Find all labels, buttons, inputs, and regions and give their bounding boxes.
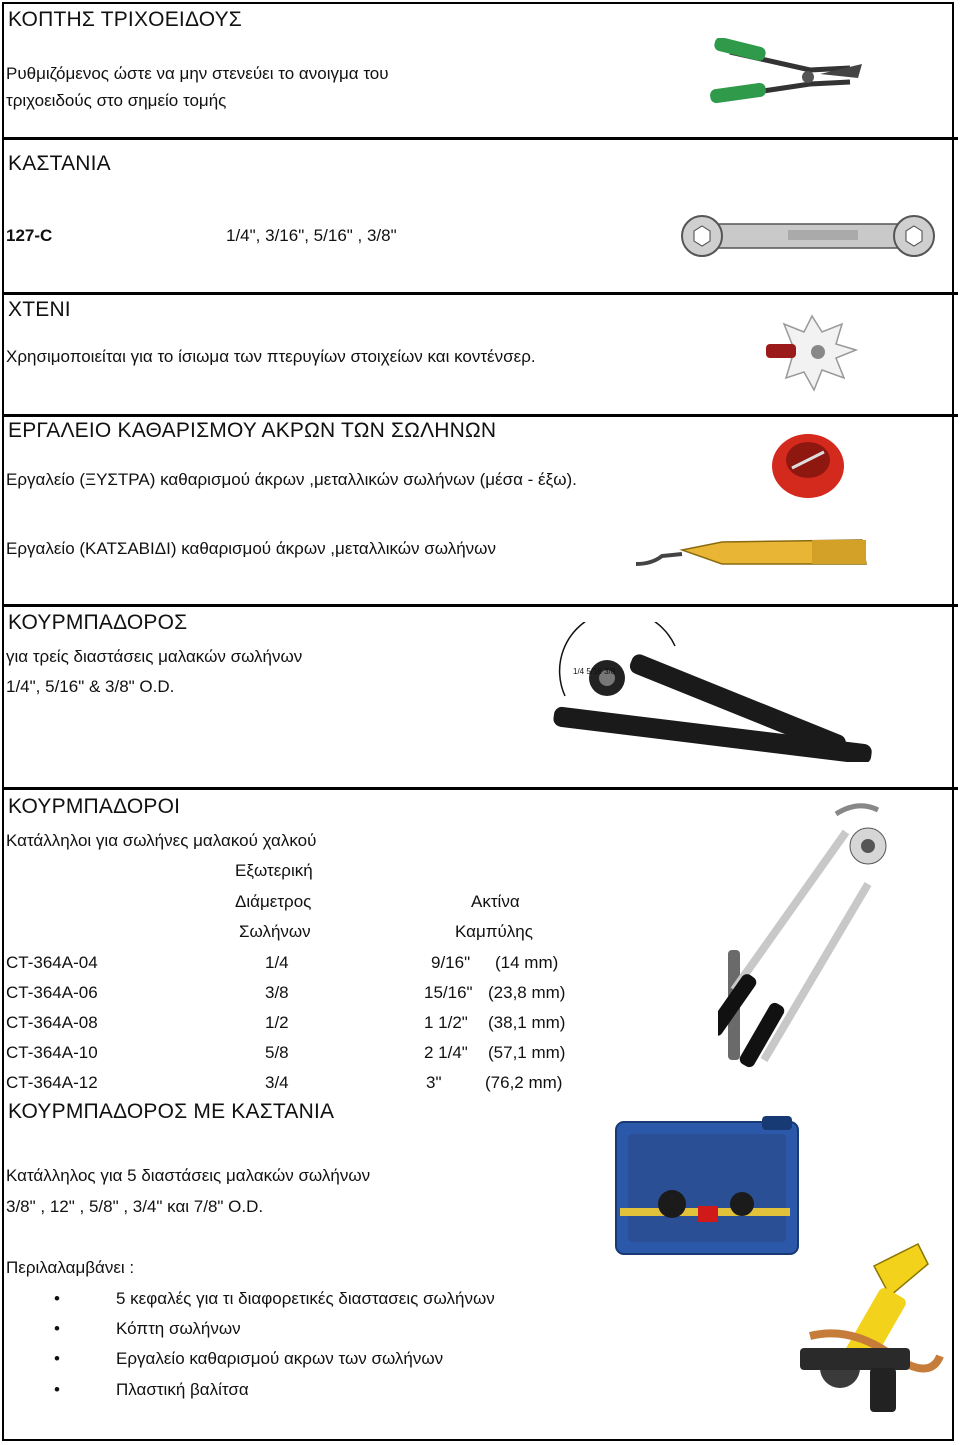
row-radius-mm: (57,1 mm) [488, 1043, 566, 1062]
section-title-bender-3: ΚΟΥΡΜΠΑΔΟΡΟΣ [8, 611, 188, 634]
tool-case-icon [612, 1112, 802, 1258]
divider [2, 137, 958, 140]
bullet: • [54, 1380, 60, 1399]
bullet: • [54, 1319, 60, 1338]
divider [2, 787, 958, 790]
row-code: CT-364A-08 [6, 1013, 98, 1032]
row-radius-mm: (38,1 mm) [488, 1013, 566, 1032]
bullet: • [54, 1289, 60, 1308]
deburr-desc-2: Εργαλείο (ΚΑΤΣΑΒΙΔΙ) καθαρισμού άκρων ,μεταλλικών σωλήνων [6, 539, 496, 558]
row-radius: 3" [426, 1073, 442, 1092]
row-radius-mm: (14 mm) [495, 953, 559, 972]
section-title-comb: ΧΤΕΝΙ [8, 298, 71, 321]
row-diameter: 1/4 [265, 953, 289, 972]
row-diameter: 3/8 [265, 983, 289, 1002]
section-title-deburr: ΕΡΓΑΛΕΙΟ ΚΑΘΑΡΙΣΜΟΥ ΑΚΡΩΝ ΤΩΝ ΣΩΛΗΝΩΝ [8, 419, 497, 442]
bender-3-desc-2: 1/4", 5/16" & 3/8" O.D. [6, 677, 175, 696]
bender-3-desc-1: για τρείς διαστάσεις μαλακών σωλήνων [6, 647, 303, 666]
tube-bender-icon [545, 622, 885, 762]
row-diameter: 5/8 [265, 1043, 289, 1062]
deburring-pen-icon [632, 530, 872, 576]
bender-ratchet-desc-1: Κατάλληλος για 5 διαστάσεις μαλακών σωλήνων [6, 1166, 371, 1185]
row-radius: 15/16" [424, 983, 473, 1002]
hair-cutter-desc-1: Ρυθμιζόμενος ώστε να μην στενεύει το ανοιγμα του [6, 64, 389, 83]
fin-comb-icon [762, 312, 862, 396]
row-radius-mm: (23,8 mm) [488, 983, 566, 1002]
section-title-bender-ratchet: ΚΟΥΡΜΠΑΔΟΡΟΣ ΜΕ ΚΑΣΤΑΝΙΑ [8, 1100, 335, 1123]
lever-bender-icon [718, 800, 898, 1080]
row-code: CT-364A-04 [6, 953, 98, 972]
included-item: Κόπτη σωλήνων [116, 1319, 241, 1338]
row-radius-mm: (76,2 mm) [485, 1073, 563, 1092]
included-item: 5 κεφαλές για τι διαφορετικές διαστασεις σωλήνων [116, 1289, 495, 1308]
section-title-benders: ΚΟΥΡΜΠΑΔΟΡΟΙ [8, 795, 181, 818]
included-item: Πλαστική βαλίτσα [116, 1380, 249, 1399]
col-header-radius-2: Καμπύλης [455, 922, 533, 941]
row-code: CT-364A-06 [6, 983, 98, 1002]
col-header-diameter-2: Διάμετρος [235, 892, 312, 911]
includes-label: Περιλαλαμβάνει : [6, 1258, 135, 1277]
row-code: CT-364A-10 [6, 1043, 98, 1062]
ratchet-code: 127-C [6, 226, 53, 245]
ratchet-wrench-icon [678, 214, 940, 260]
section-title-ratchet: ΚΑΣΤΑΝΙΑ [8, 152, 111, 175]
section-title-hair-cutter: ΚΟΠΤΗΣ ΤΡΙΧΟΕΙΔΟΥΣ [8, 8, 242, 31]
ratchet-sizes: 1/4", 3/16", 5/16" , 3/8" [226, 226, 397, 245]
comb-desc: Χρησιμοποιείται για το ίσιωμα των πτερυγίων στοιχείων και κοντένσερ. [6, 347, 536, 366]
deburr-desc-1: Εργαλείο (ΞΥΣΤΡΑ) καθαρισμού άκρων ,μεταλλικών σωλήνων (μέσα - έξω). [6, 470, 577, 489]
benders-desc: Κατάλληλοι για σωλήνες μαλακού χαλκού [6, 831, 317, 850]
bender-ratchet-desc-2: 3/8" , 12" , 5/8" , 3/4" και 7/8" O.D. [6, 1197, 264, 1216]
divider [2, 604, 958, 607]
row-radius: 1 1/2" [424, 1013, 468, 1032]
included-item: Εργαλείο καθαρισμού ακρων των σωλήνων [116, 1349, 444, 1368]
bullet: • [54, 1349, 60, 1368]
row-code: CT-364A-12 [6, 1073, 98, 1092]
hair-cutter-desc-2: τριχοειδούς στο σημείο τομής [6, 91, 227, 110]
divider [2, 292, 958, 295]
row-diameter: 3/4 [265, 1073, 289, 1092]
ratchet-bender-icon [790, 1236, 950, 1420]
deburring-cup-icon [768, 428, 848, 500]
col-header-diameter-3: Σωλήνων [239, 922, 311, 941]
col-header-radius-1: Ακτίνα [471, 892, 520, 911]
pliers-icon [700, 38, 870, 110]
svg-text:1/4 5/16 3/8: 1/4 5/16 3/8 [573, 667, 616, 676]
divider [2, 414, 958, 417]
row-diameter: 1/2 [265, 1013, 289, 1032]
col-header-diameter-1: Εξωτερική [235, 861, 313, 880]
row-radius: 2 1/4" [424, 1043, 468, 1062]
row-radius: 9/16" [431, 953, 471, 972]
